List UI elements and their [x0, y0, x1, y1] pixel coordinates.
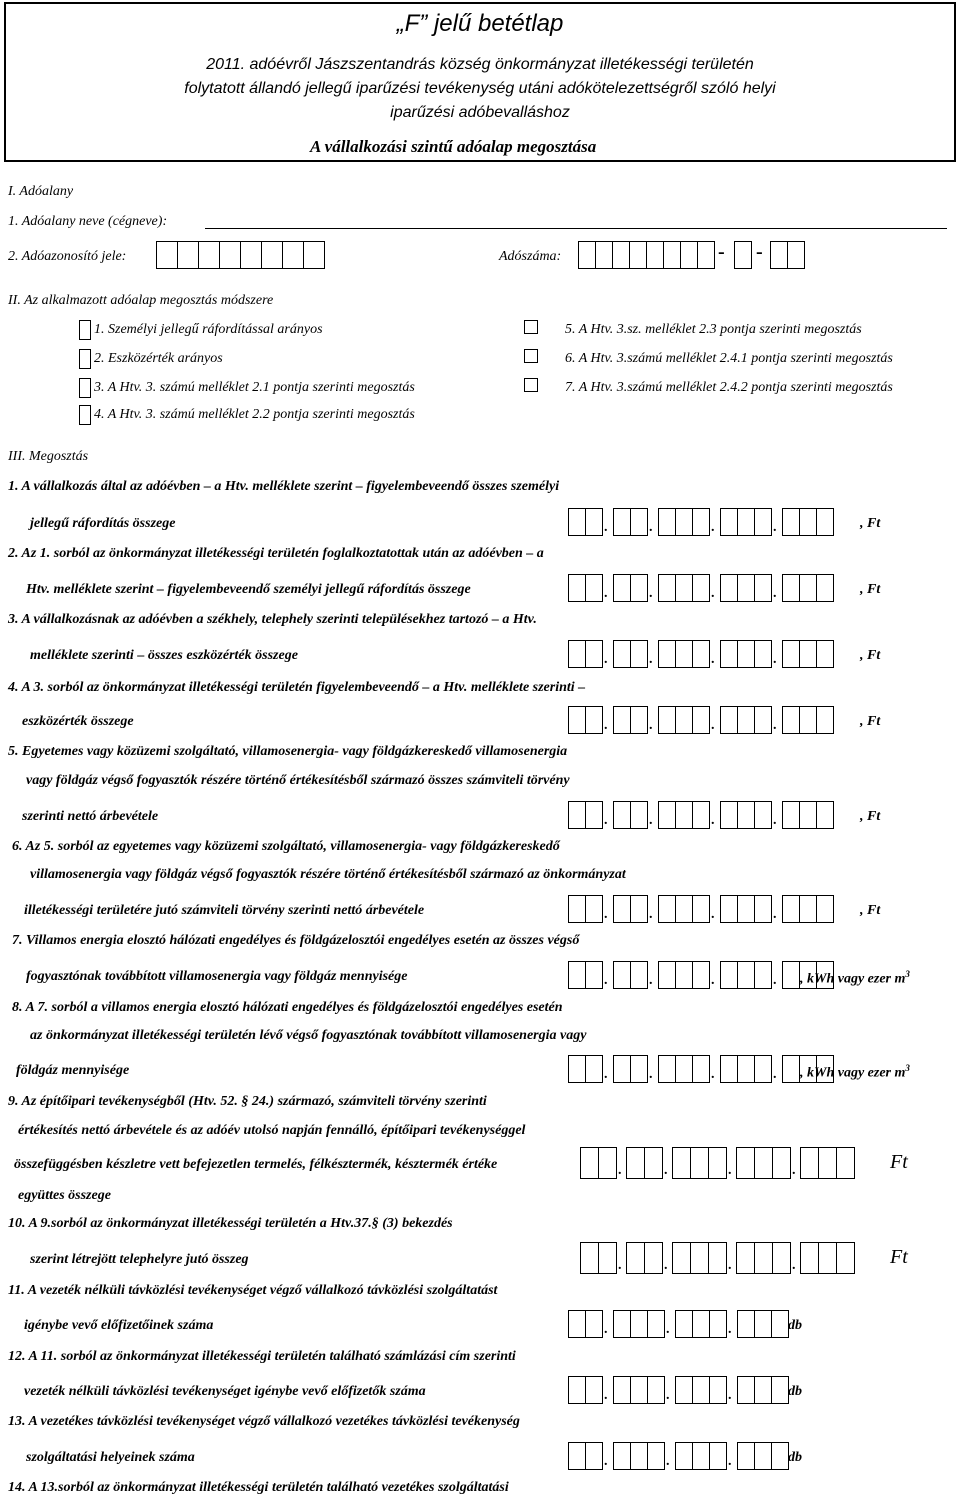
thousands-separator: . [711, 520, 715, 535]
digit-box[interactable] [598, 1242, 617, 1274]
digit-box[interactable] [754, 1147, 773, 1179]
digit-box[interactable] [708, 1242, 727, 1274]
digit-box[interactable] [613, 801, 631, 829]
thousands-separator: . [649, 973, 653, 988]
digit-box[interactable] [771, 1376, 789, 1404]
digit-box[interactable] [568, 640, 586, 668]
digit-box[interactable] [816, 895, 834, 923]
taxnum-dash-1: - [718, 241, 725, 263]
thousands-separator: . [773, 718, 777, 733]
row-3-unit: , Ft [860, 648, 881, 663]
digit-box[interactable] [754, 574, 772, 602]
digit-box[interactable] [799, 640, 817, 668]
row-9-label-a: 9. Az építőipari tevékenységből (Htv. 52. § 24.) származó, számviteli törvény szerinti [8, 1094, 487, 1109]
thousands-separator: . [728, 1258, 732, 1273]
digit-box[interactable] [737, 706, 755, 734]
page-title: „F” jelű betétlap [396, 10, 564, 37]
method-5-checkbox[interactable] [524, 320, 538, 334]
digit-box[interactable] [675, 1055, 693, 1083]
digit-box[interactable] [647, 1310, 665, 1338]
digit-box[interactable] [692, 895, 710, 923]
digit-box[interactable] [737, 640, 755, 668]
digit-box[interactable] [585, 508, 603, 536]
digit-box[interactable] [692, 574, 710, 602]
thousands-separator: . [773, 1067, 777, 1082]
digit-box[interactable] [585, 574, 603, 602]
digit-box[interactable] [799, 508, 817, 536]
thousands-separator: . [649, 813, 653, 828]
digit-box[interactable] [737, 961, 755, 989]
digit-box[interactable] [658, 961, 676, 989]
digit-box[interactable] [613, 1310, 631, 1338]
thousands-separator: . [792, 1258, 796, 1273]
thousands-separator: . [604, 1067, 608, 1082]
row-6-unit: , Ft [860, 903, 881, 918]
digit-box[interactable] [708, 1147, 727, 1179]
method-5-label: 5. A Htv. 3.sz. melléklet 2.3 pontja szerinti megosztás [565, 322, 862, 337]
row-13-label-a: 13. A vezetékes távközlési tevékenységet végző vállalkozó vezetékes távközlési tevékenység [8, 1414, 520, 1429]
digit-box[interactable] [675, 640, 693, 668]
thousands-separator: . [711, 973, 715, 988]
row-8-label-a: 8. A 7. sorból a villamos energia elosztó hálózati engedélyes és földgázelosztói engedélyes esetén [12, 1000, 563, 1015]
digit-box[interactable] [709, 1376, 727, 1404]
digit-box[interactable] [754, 1310, 772, 1338]
digit-box[interactable] [754, 706, 772, 734]
digit-box[interactable] [754, 1376, 772, 1404]
method-3-checkbox[interactable] [79, 378, 91, 398]
row-3-label-a: 3. A vállalkozásnak az adóévben a székhely, telephely szerinti településekhez tartozó – a Htv. [8, 612, 537, 627]
digit-box[interactable] [816, 801, 834, 829]
row-5-label-b: vagy földgáz végső fogyasztók részére történő értékesítésből származó összes számviteli törvény [26, 773, 570, 788]
thousands-separator: . [604, 1388, 608, 1403]
digit-box[interactable] [754, 895, 772, 923]
digit-box[interactable] [782, 574, 800, 602]
digit-box[interactable] [568, 574, 586, 602]
digit-box[interactable] [613, 706, 631, 734]
row-11-unit: db [788, 1318, 802, 1333]
row-9-label-c: összefüggésben készletre vett befejezetlen termelés, félkésztermék, késztermék értéke [14, 1157, 498, 1172]
thousands-separator: . [773, 813, 777, 828]
digit-box[interactable] [782, 508, 800, 536]
digit-box[interactable] [720, 508, 738, 536]
row-5-amount-field[interactable] [568, 801, 833, 829]
taxnum-field-part2[interactable] [734, 241, 751, 269]
digit-box[interactable] [737, 574, 755, 602]
row-7-unit: , kWh vagy ezer $m^3$ [800, 969, 910, 987]
digit-box[interactable] [816, 706, 834, 734]
digit-box[interactable] [816, 640, 834, 668]
method-2-label: 2. Eszközérték arányos [94, 351, 223, 366]
thousands-separator: . [773, 586, 777, 601]
digit-box[interactable] [626, 1242, 645, 1274]
digit-box[interactable] [692, 801, 710, 829]
thousands-separator: . [649, 907, 653, 922]
row-8-unit: , kWh vagy ezer $m^3$ [800, 1063, 910, 1081]
thousands-separator: . [604, 813, 608, 828]
digit-box[interactable] [613, 961, 631, 989]
thousands-separator: . [618, 1163, 622, 1178]
digit-box[interactable] [692, 640, 710, 668]
digit-box[interactable] [568, 508, 586, 536]
digit-box[interactable] [585, 1442, 603, 1470]
thousands-separator: . [773, 973, 777, 988]
digit-box[interactable] [613, 574, 631, 602]
row-2-label-b: Htv. melléklete szerint – figyelembeveendő személyi jellegű ráfordítás összege [26, 582, 471, 597]
row-5-label-c: szerinti nettó árbevétele [22, 809, 159, 824]
thousands-separator: . [728, 1163, 732, 1178]
digit-box[interactable] [736, 1242, 755, 1274]
thousands-separator: . [666, 1322, 670, 1337]
digit-box[interactable] [658, 508, 676, 536]
digit-box[interactable] [692, 961, 710, 989]
row-1-label-a: 1. A vállalkozás által az adóévben – a Htv. melléklete szerint – figyelembeveendő összes személyi [8, 479, 560, 494]
digit-box[interactable] [772, 1147, 791, 1179]
digit-box[interactable] [647, 1442, 665, 1470]
thousands-separator: . [649, 718, 653, 733]
thousands-separator: . [773, 520, 777, 535]
digit-box[interactable] [598, 1147, 617, 1179]
digit-box[interactable] [630, 640, 648, 668]
row-9-label-d: együttes összege [18, 1188, 111, 1203]
taxpayer-name-label: 1. Adóalany neve (cégneve): [8, 214, 168, 229]
digit-box[interactable] [816, 508, 834, 536]
digit-box[interactable] [630, 1310, 648, 1338]
digit-box[interactable] [737, 801, 755, 829]
row-10-amount-field[interactable] [580, 1242, 854, 1274]
digit-box[interactable] [644, 1242, 663, 1274]
digit-box[interactable] [799, 706, 817, 734]
digit-box[interactable] [658, 895, 676, 923]
row-7-label-a: 7. Villamos energia elosztó hálózati engedélyes és földgázelosztói engedélyes esetén az összes végső [12, 933, 580, 948]
digit-box[interactable] [568, 1310, 586, 1338]
row-3-amount-field[interactable] [568, 640, 833, 668]
taxnum-label: Adószáma: [499, 249, 562, 264]
row-6-label-b: villamosenergia vagy földgáz végső fogyasztók részére történő értékesítésből származó az önkormányzat [30, 867, 626, 882]
thousands-separator: . [604, 973, 608, 988]
digit-box[interactable] [626, 1147, 645, 1179]
digit-box[interactable] [580, 1242, 599, 1274]
thousands-separator: . [773, 907, 777, 922]
row-4-label-b: eszközérték összege [22, 714, 134, 729]
digit-box[interactable] [568, 801, 586, 829]
digit-box[interactable] [800, 1147, 819, 1179]
thousands-separator: . [604, 520, 608, 535]
row-10-label-b: szerint létrejött telephelyre jutó összeg [30, 1252, 249, 1267]
digit-box[interactable] [720, 895, 738, 923]
thousands-separator: . [604, 586, 608, 601]
thousands-separator: . [711, 586, 715, 601]
digit-box[interactable] [585, 640, 603, 668]
thousands-separator: . [666, 1388, 670, 1403]
thousands-separator: . [666, 1454, 670, 1469]
row-4-unit: , Ft [860, 714, 881, 729]
digit-box[interactable] [675, 508, 693, 536]
thousands-separator: . [711, 907, 715, 922]
row-4-amount-field[interactable] [568, 706, 833, 734]
thousands-separator: . [649, 652, 653, 667]
digit-box[interactable] [771, 1442, 789, 1470]
taxnum-dash-2: - [756, 241, 763, 263]
row-6-amount-field[interactable] [568, 895, 833, 923]
row-4-label-a: 4. A 3. sorból az önkormányzat illetékességi területén figyelembeveendő – a Htv. melléklete szerinti – [8, 680, 586, 695]
thousands-separator: . [604, 1322, 608, 1337]
row-5-unit: , Ft [860, 809, 881, 824]
digit-box[interactable] [613, 508, 631, 536]
digit-box[interactable] [613, 895, 631, 923]
row-10-unit: Ft [890, 1246, 908, 1268]
row-12-count-field[interactable] [568, 1376, 788, 1404]
row-9-unit: Ft [890, 1151, 908, 1173]
taxnum-field-part3[interactable] [770, 241, 804, 269]
digit-box[interactable] [692, 706, 710, 734]
digit-box[interactable] [692, 508, 710, 536]
section-1-heading: I. Adóalany [8, 184, 74, 199]
header-line-2: folytatott állandó jellegű iparűzési tevékenység utáni adókötelezettségről szóló helyi [184, 80, 776, 97]
digit-box[interactable] [737, 1376, 755, 1404]
digit-box[interactable] [720, 801, 738, 829]
digit-box[interactable] [585, 1055, 603, 1083]
row-9-label-b: értékesítés nettó árbevétele és az adóév utolsó napján fennálló, építőipari tevékenységgel [18, 1123, 526, 1138]
digit-box[interactable] [568, 706, 586, 734]
digit-box[interactable] [720, 706, 738, 734]
row-12-label-b: vezeték nélküli távközlési tevékenységet igénybe vevő előfizetők száma [24, 1384, 426, 1399]
digit-box[interactable] [782, 961, 800, 989]
row-6-label-a: 6. Az 5. sorból az egyetemes vagy közüzemi szolgáltató, villamosenergia- vagy földgázkereskedő [12, 839, 560, 854]
digit-box[interactable] [690, 1147, 709, 1179]
digit-box[interactable] [658, 801, 676, 829]
digit-box[interactable] [630, 508, 648, 536]
digit-box[interactable] [720, 640, 738, 668]
header-line-1: 2011. adóévről Jászszentandrás község önkormányzat illetékességi területén [206, 56, 754, 73]
thousands-separator: . [773, 652, 777, 667]
digit-box[interactable] [585, 706, 603, 734]
digit-box[interactable] [782, 640, 800, 668]
digit-box[interactable] [675, 1310, 693, 1338]
taxnum-field-part1[interactable] [578, 241, 714, 269]
digit-box[interactable] [568, 1442, 586, 1470]
taxid-label: 2. Adóazonosító jele: [8, 249, 127, 264]
digit-box[interactable] [720, 574, 738, 602]
method-7-checkbox[interactable] [524, 378, 538, 392]
digit-box[interactable] [782, 801, 800, 829]
row-14-label-a: 14. A 13.sorból az önkormányzat illetékességi területén található vezetékes szolgáltatási [8, 1480, 509, 1495]
digit-box[interactable] [736, 1147, 755, 1179]
method-6-checkbox[interactable] [524, 349, 538, 363]
digit-box[interactable] [568, 1055, 586, 1083]
row-7-label-b: fogyasztónak továbbított villamosenergia vagy földgáz mennyisége [26, 969, 408, 984]
digit-box[interactable] [754, 801, 772, 829]
digit-box[interactable] [568, 1376, 586, 1404]
digit-box[interactable] [613, 1055, 631, 1083]
digit-box[interactable] [692, 1442, 710, 1470]
row-6-label-c: illetékességi területére jutó számviteli törvény szerinti nettó árbevétele [24, 903, 425, 918]
digit-box[interactable] [675, 961, 693, 989]
digit-box[interactable] [782, 895, 800, 923]
row-13-count-field[interactable] [568, 1442, 788, 1470]
digit-box[interactable] [720, 961, 738, 989]
digit-box[interactable] [630, 1055, 648, 1083]
digit-box[interactable] [658, 706, 676, 734]
digit-box[interactable] [568, 961, 586, 989]
digit-box[interactable] [737, 1310, 755, 1338]
method-4-checkbox[interactable] [79, 405, 91, 425]
row-2-unit: , Ft [860, 582, 881, 597]
digit-box[interactable] [675, 1442, 693, 1470]
digit-box[interactable] [818, 1242, 837, 1274]
taxid-field[interactable] [156, 241, 324, 269]
digit-box[interactable] [737, 1055, 755, 1083]
digit-box[interactable] [836, 1147, 855, 1179]
row-11-count-field[interactable] [568, 1310, 788, 1338]
method-4-label: 4. A Htv. 3. számú melléklet 2.2 pontja szerinti megosztás [94, 407, 415, 422]
digit-box[interactable] [647, 1376, 665, 1404]
method-1-checkbox[interactable] [79, 320, 91, 340]
header-subtitle: A vállalkozási szintű adóalap megosztása [310, 137, 597, 156]
digit-box[interactable] [630, 895, 648, 923]
digit-box[interactable] [675, 801, 693, 829]
thousands-separator: . [728, 1454, 732, 1469]
row-12-unit: db [788, 1384, 802, 1399]
header-line-3: iparűzési adóbevalláshoz [390, 104, 570, 121]
row-13-unit: db [788, 1450, 802, 1465]
digit-box[interactable] [692, 1376, 710, 1404]
row-13-label-b: szolgáltatási helyeinek száma [26, 1450, 195, 1465]
digit-box[interactable] [630, 574, 648, 602]
digit-box[interactable] [709, 1442, 727, 1470]
thousands-separator: . [711, 652, 715, 667]
digit-box[interactable] [754, 640, 772, 668]
digit-box[interactable] [675, 1376, 693, 1404]
digit-box[interactable] [754, 1055, 772, 1083]
row-2-label-a: 2. Az 1. sorból az önkormányzat illetékességi területén foglalkoztatottak után az adóévben – a [8, 546, 544, 561]
method-7-label: 7. A Htv. 3.számú melléklet 2.4.2 pontja szerinti megosztás [565, 380, 893, 395]
section-2-heading: II. Az alkalmazott adóalap megosztás módszere [8, 293, 274, 308]
digit-box[interactable] [630, 961, 648, 989]
digit-box[interactable] [816, 574, 834, 602]
digit-box[interactable] [754, 1242, 773, 1274]
digit-box[interactable] [709, 1310, 727, 1338]
digit-box[interactable] [737, 895, 755, 923]
digit-box[interactable] [644, 1147, 663, 1179]
digit-box[interactable] [799, 574, 817, 602]
thousands-separator: . [664, 1163, 668, 1178]
row-1-amount-field[interactable] [568, 508, 833, 536]
digit-box[interactable] [568, 895, 586, 923]
digit-box[interactable] [771, 1310, 789, 1338]
thousands-separator: . [711, 718, 715, 733]
row-8-amount-field[interactable] [568, 1055, 833, 1083]
digit-box[interactable] [585, 895, 603, 923]
digit-box[interactable] [672, 1242, 691, 1274]
digit-box[interactable] [690, 1242, 709, 1274]
thousands-separator: . [604, 907, 608, 922]
digit-box[interactable] [799, 895, 817, 923]
digit-box[interactable] [720, 1055, 738, 1083]
digit-box[interactable] [692, 1310, 710, 1338]
row-8-label-c: földgáz mennyisége [16, 1063, 130, 1078]
thousands-separator: . [649, 1067, 653, 1082]
row-5-label-a: 5. Egyetemes vagy közüzemi szolgáltató, villamosenergia- vagy földgázkereskedő villamosenergia [8, 744, 568, 759]
digit-box[interactable] [630, 1376, 648, 1404]
digit-box[interactable] [800, 1242, 819, 1274]
digit-box[interactable] [836, 1242, 855, 1274]
thousands-separator: . [649, 520, 653, 535]
row-1-unit: , Ft [860, 516, 881, 531]
thousands-separator: . [604, 652, 608, 667]
digit-box[interactable] [585, 1310, 603, 1338]
digit-box[interactable] [754, 961, 772, 989]
digit-box[interactable] [585, 801, 603, 829]
digit-box[interactable] [818, 1147, 837, 1179]
row-9-amount-field[interactable] [580, 1147, 854, 1179]
digit-box[interactable] [672, 1147, 691, 1179]
section-3-heading: III. Megosztás [8, 449, 89, 464]
digit-box[interactable] [692, 1055, 710, 1083]
digit-box[interactable] [675, 706, 693, 734]
method-2-checkbox[interactable] [79, 349, 91, 369]
digit-box[interactable] [658, 640, 676, 668]
taxpayer-name-field[interactable] [205, 228, 947, 229]
digit-box[interactable] [613, 1376, 631, 1404]
digit-box[interactable] [630, 706, 648, 734]
digit-box[interactable] [737, 508, 755, 536]
digit-box[interactable] [658, 574, 676, 602]
digit-box[interactable] [585, 1376, 603, 1404]
row-3-label-b: melléklete szerinti – összes eszközérték összege [30, 648, 298, 663]
digit-box[interactable] [630, 801, 648, 829]
thousands-separator: . [604, 1454, 608, 1469]
thousands-separator: . [618, 1258, 622, 1273]
row-8-label-b: az önkormányzat illetékességi területén lévő végső fogyasztónak továbbított villamosenergia vagy [30, 1028, 587, 1043]
thousands-separator: . [728, 1388, 732, 1403]
digit-box[interactable] [737, 1442, 755, 1470]
thousands-separator: . [728, 1322, 732, 1337]
row-11-label-a: 11. A vezeték nélküli távközlési tevékenységet végző vállalkozó távközlési szolgáltatást [8, 1283, 498, 1298]
method-6-label: 6. A Htv. 3.számú melléklet 2.4.1 pontja szerinti megosztás [565, 351, 893, 366]
digit-box[interactable] [782, 1055, 800, 1083]
digit-box[interactable] [754, 508, 772, 536]
digit-box[interactable] [613, 640, 631, 668]
row-7-amount-field[interactable] [568, 961, 833, 989]
digit-box[interactable] [585, 961, 603, 989]
digit-box[interactable] [613, 1442, 631, 1470]
thousands-separator: . [711, 1067, 715, 1082]
digit-box[interactable] [675, 895, 693, 923]
row-2-amount-field[interactable] [568, 574, 833, 602]
thousands-separator: . [649, 586, 653, 601]
digit-box[interactable] [658, 1055, 676, 1083]
digit-box[interactable] [580, 1147, 599, 1179]
thousands-separator: . [792, 1163, 796, 1178]
digit-box[interactable] [675, 574, 693, 602]
digit-box[interactable] [772, 1242, 791, 1274]
digit-box[interactable] [799, 801, 817, 829]
thousands-separator: . [664, 1258, 668, 1273]
row-11-label-b: igénybe vevő előfizetőinek száma [24, 1318, 214, 1333]
row-10-label-a: 10. A 9.sorból az önkormányzat illetékességi területén a Htv.37.§ (3) bekezdés [8, 1216, 453, 1231]
method-3-label: 3. A Htv. 3. számú melléklet 2.1 pontja szerinti megosztás [94, 380, 415, 395]
thousands-separator: . [604, 718, 608, 733]
thousands-separator: . [711, 813, 715, 828]
row-1-label-b: jellegű ráfordítás összege [30, 516, 176, 531]
digit-box[interactable] [630, 1442, 648, 1470]
digit-box[interactable] [754, 1442, 772, 1470]
digit-box[interactable] [782, 706, 800, 734]
row-12-label-a: 12. A 11. sorból az önkormányzat illetékességi területén található számlázási cím szerinti [8, 1349, 516, 1364]
method-1-label: 1. Személyi jellegű ráfordítással arányos [94, 322, 323, 337]
